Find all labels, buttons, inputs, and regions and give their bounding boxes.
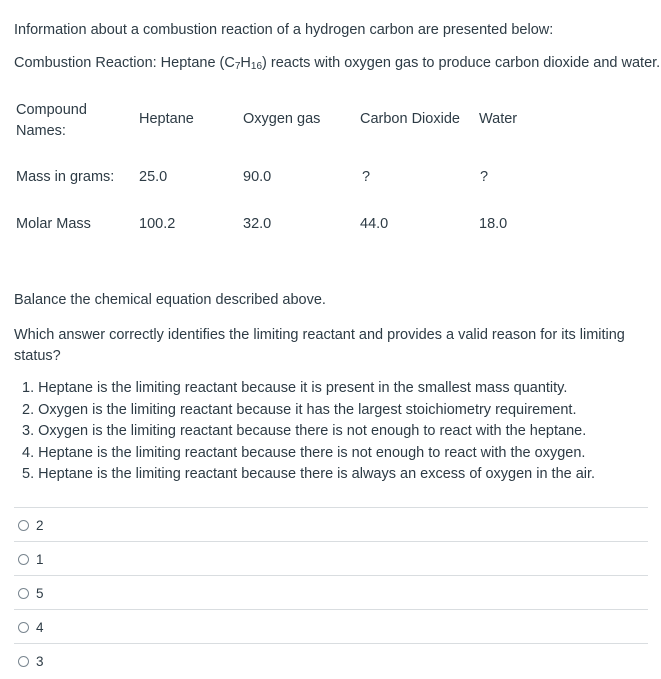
mass-oxygen: 90.0: [243, 169, 272, 185]
reaction-suffix: ) reacts with oxygen gas to produce carbon dioxide and water.: [262, 55, 661, 71]
radio-button[interactable]: [18, 656, 29, 667]
answer-option[interactable]: [14, 643, 648, 678]
row-label-compound: Compound: [16, 102, 87, 118]
reaction-text: [14, 55, 660, 71]
answer-option[interactable]: [14, 507, 648, 542]
reaction-sub-16: 16: [250, 61, 263, 72]
statement-item: 5. Heptane is the limiting reactant because there is always an excess of oxygen in the air.: [22, 466, 596, 482]
mass-water: ?: [480, 169, 489, 185]
intro-text: Information about a combustion reaction of a hydrogen carbon are presented below:: [14, 22, 554, 38]
compound-oxygen: Oxygen gas: [243, 111, 321, 127]
reaction-prefix: Combustion Reaction: Heptane (C: [14, 55, 235, 71]
row-label-mass: Mass in grams:: [16, 169, 115, 185]
answer-option-label: 5: [36, 585, 44, 601]
question-text: Which answer correctly identifies the limiting reactant and provides a valid reason for its limiting status?: [14, 327, 625, 364]
statement-item: 1. Heptane is the limiting reactant because it is present in the smallest mass quantity.: [22, 380, 568, 396]
answer-option[interactable]: [14, 609, 648, 644]
row-label-compound-names: [16, 100, 87, 142]
molar-water: 18.0: [479, 216, 508, 232]
answer-option[interactable]: [14, 541, 648, 576]
instruction-text: Balance the chemical equation described above.: [14, 292, 326, 308]
molar-oxygen: 32.0: [243, 216, 272, 232]
radio-button[interactable]: [18, 588, 29, 599]
reaction-h: H: [240, 55, 251, 71]
row-label-names: Names:: [16, 123, 66, 139]
reaction-sub-7: 7: [234, 61, 241, 72]
statement-item: 4. Heptane is the limiting reactant because there is not enough to react with the oxygen.: [22, 444, 586, 461]
answer-option-label: 1: [36, 551, 44, 567]
radio-button[interactable]: [18, 622, 29, 633]
answer-option-label: 3: [36, 653, 44, 669]
statement-item: 2. Oxygen is the limiting reactant because it has the largest stoichiometry requirement.: [22, 401, 577, 418]
molar-co2: 44.0: [360, 216, 389, 232]
molar-heptane: 100.2: [139, 216, 176, 232]
statement-list: [22, 378, 595, 486]
radio-button[interactable]: [18, 554, 29, 565]
compound-water: Water: [479, 111, 518, 127]
row-label-molar: Molar Mass: [16, 216, 91, 232]
compound-heptane: Heptane: [139, 111, 194, 127]
radio-button[interactable]: [18, 520, 29, 531]
statement-item: 3. Oxygen is the limiting reactant because there is not enough to react with the heptane.: [22, 423, 587, 439]
answer-option-label: 2: [36, 517, 44, 533]
answer-option[interactable]: [14, 575, 648, 610]
mass-co2: ?: [362, 169, 371, 185]
compound-co2: Carbon Dioxide: [360, 111, 460, 127]
answer-option-label: 4: [36, 619, 44, 635]
mass-heptane: 25.0: [139, 169, 168, 185]
